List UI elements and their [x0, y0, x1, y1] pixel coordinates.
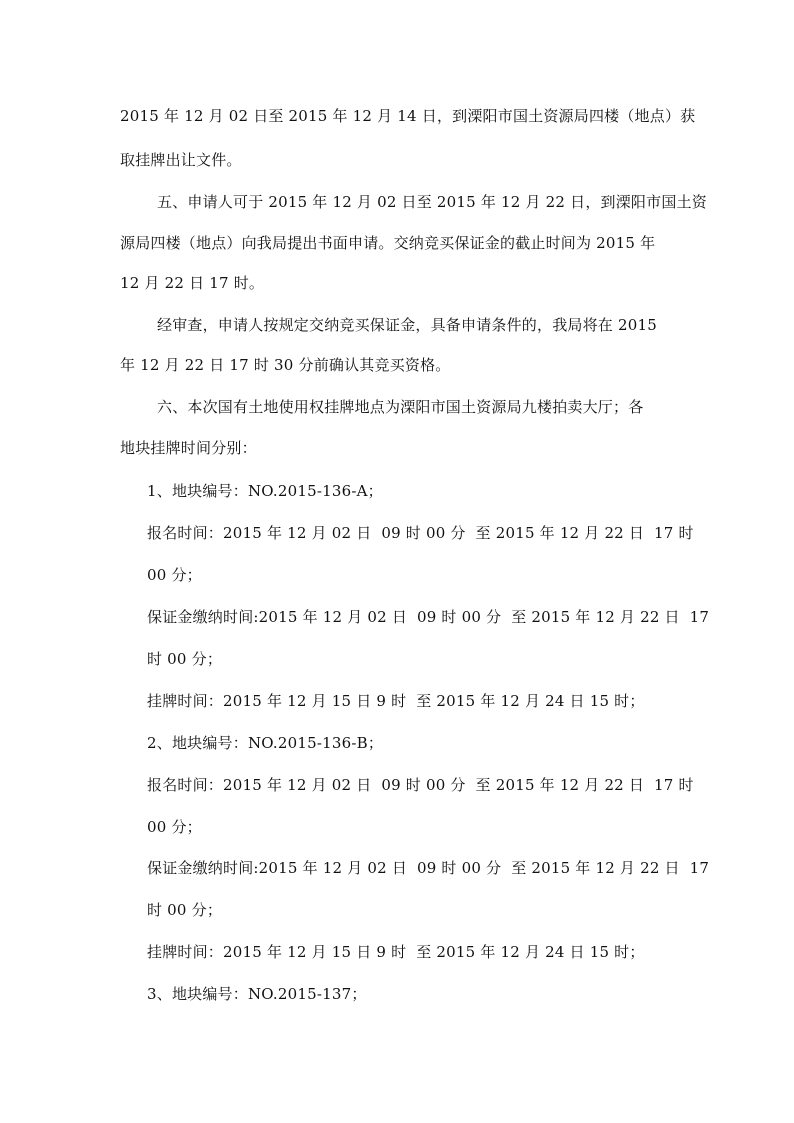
text-line: 00 分； [147, 818, 202, 836]
text-line: 挂牌时间：2015 年 12 月 15 日 9 时 至 2015 年 12 月 24 日 15 时； [147, 692, 645, 710]
text-line: 报名时间：2015 年 12 月 02 日 09 时 00 分 至 2015 年 12 月 22 日 17 时 [147, 524, 694, 542]
text-line: 保证金缴纳时间:2015 年 12 月 02 日 09 时 00 分 至 2015 年 12 月 22 日 17 [147, 608, 710, 626]
text-line: 00 分； [147, 566, 202, 584]
text-line: 五、申请人可于 2015 年 12 月 02 日至 2015 年 12 月 22 日，到溧阳市国土资 [157, 193, 707, 211]
text-line: 地块挂牌时间分别： [120, 439, 257, 457]
text-line: 12 月 22 日 17 时。 [120, 274, 265, 292]
text-line: 年 12 月 22 日 17 时 30 分前确认其竞买资格。 [120, 356, 451, 374]
text-line: 挂牌时间：2015 年 12 月 15 日 9 时 至 2015 年 12 月 24 日 15 时； [147, 943, 645, 961]
parcel-number-line: 1、地块编号：NO.2015-136-A； [147, 482, 383, 500]
text-line: 时 00 分； [147, 901, 223, 919]
parcel-number-line: 3、地块编号：NO.2015-137； [147, 985, 367, 1003]
text-line: 保证金缴纳时间:2015 年 12 月 02 日 09 时 00 分 至 2015 年 12 月 22 日 17 [147, 859, 710, 877]
text-line: 六、本次国有土地使用权挂牌地点为溧阳市国土资源局九楼拍卖大厅；各 [157, 398, 644, 416]
text-line: 时 00 分； [147, 650, 223, 668]
parcel-number-line: 2、地块编号：NO.2015-136-B； [147, 734, 384, 752]
text-line: 取挂牌出让文件。 [120, 151, 242, 169]
text-line: 经审查，申请人按规定交纳竞买保证金，具备申请条件的，我局将在 2015 [157, 316, 657, 334]
text-line: 源局四楼（地点）向我局提出书面申请。交纳竞买保证金的截止时间为 2015 年 [120, 234, 656, 252]
text-line: 报名时间：2015 年 12 月 02 日 09 时 00 分 至 2015 年 12 月 22 日 17 时 [147, 776, 694, 794]
text-line: 2015 年 12 月 02 日至 2015 年 12 月 14 日，到溧阳市国土资源局四楼（地点）获 [120, 107, 696, 125]
